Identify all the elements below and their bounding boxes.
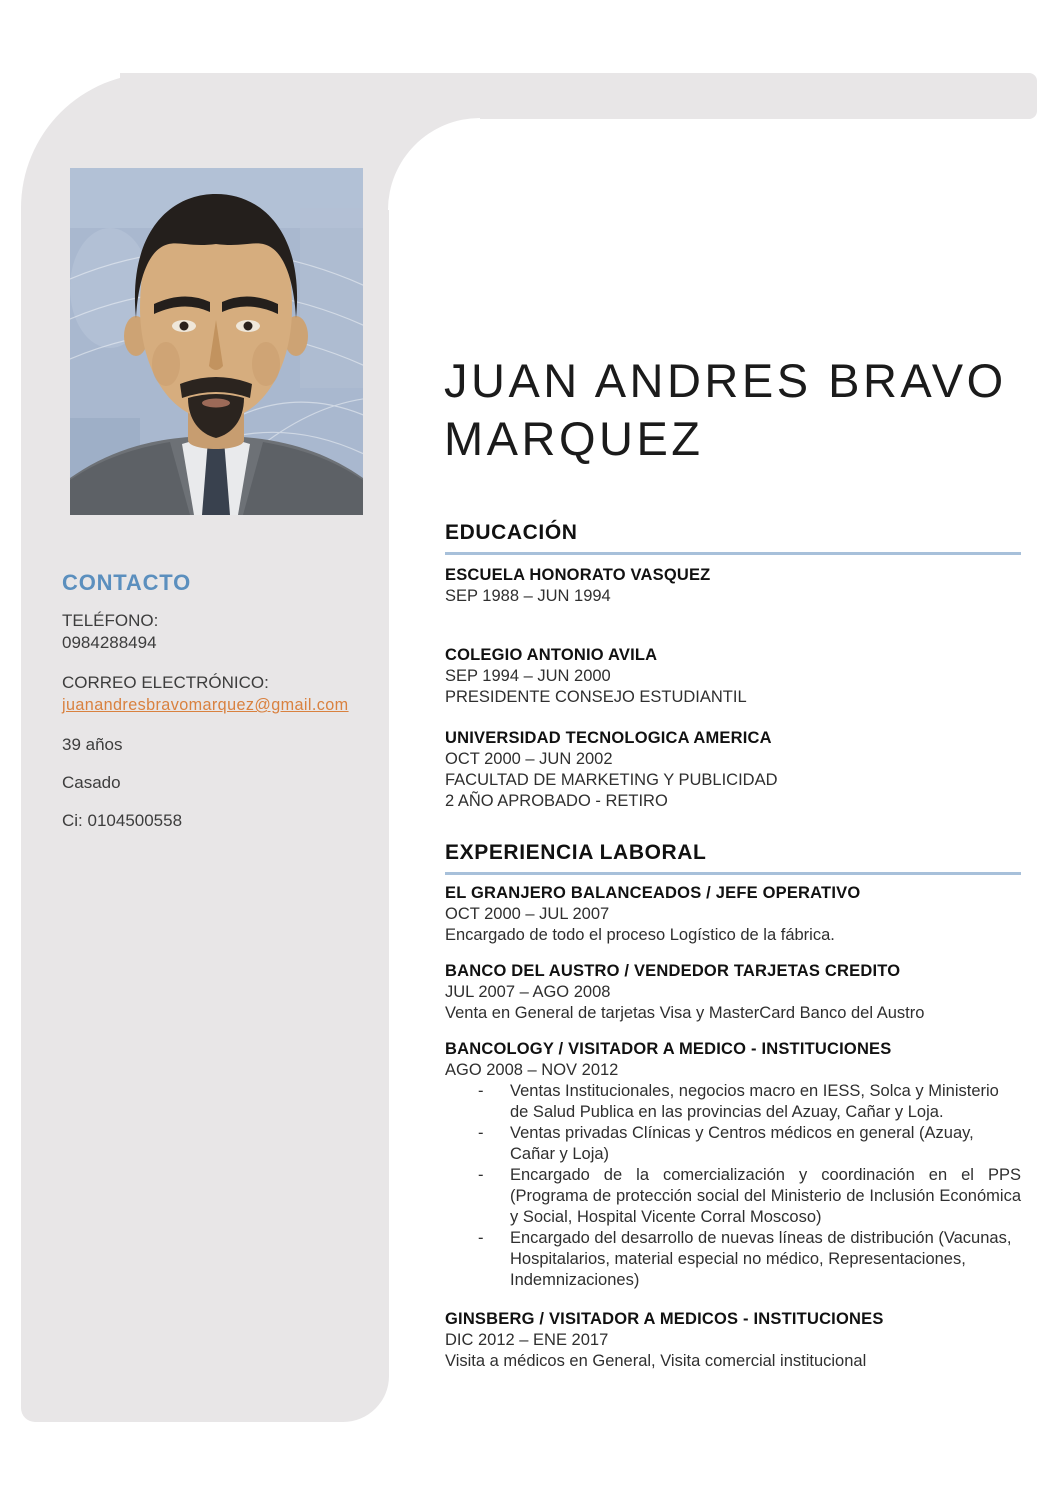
education-entry-0-title: ESCUELA HONORATO VASQUEZ <box>445 566 711 584</box>
bullet-dash-icon: - <box>478 1166 484 1184</box>
main-column <box>445 522 1021 1372</box>
bullet-dash-icon: - <box>478 1229 484 1247</box>
experience-job-1 <box>445 961 1021 1024</box>
education-entry-2-title: UNIVERSIDAD TECNOLOGICA AMERICA <box>445 729 772 747</box>
experience-entries <box>445 883 1021 1372</box>
experience-job-2-bullet-3: - Encargado del desarrollo de nuevas líneas de distribución (Vacunas, Hospitalarios, material especial no médico, Representaciones, Indemnizaciones) <box>478 1229 1012 1289</box>
phone-value: 0984288494 <box>62 633 157 652</box>
experience-job-2-title: BANCOLOGY / VISITADOR A MEDICO - INSTITUCIONES <box>445 1040 892 1058</box>
person-name <box>444 352 1044 468</box>
contact-heading: CONTACTO <box>62 570 192 595</box>
education-entry-2-detail-0: FACULTAD DE MARKETING Y PUBLICIDAD <box>445 771 778 789</box>
education-entry-2-period: OCT 2000 – JUN 2002 <box>445 750 613 768</box>
phone-label: TELÉFONO: <box>62 611 159 630</box>
education-entry-1-title: COLEGIO ANTONIO AVILA <box>445 646 658 664</box>
portrait-photo <box>70 168 363 515</box>
experience-job-2-bullet-0: - Ventas Institucionales, negocios macro en IESS, Solca y Ministerio de Salud Publica en las provincias del Azuay, Cañar y Loja. <box>478 1082 999 1121</box>
education-entries <box>445 565 1021 812</box>
experience-job-0-detail-0: Encargado de todo el proceso Logístico de la fábrica. <box>445 926 835 944</box>
experience-job-1-title: BANCO DEL AUSTRO / VENDEDOR TARJETAS CREDITO <box>445 962 901 980</box>
experience-job-2-period: AGO 2008 – NOV 2012 <box>445 1061 619 1079</box>
education-entry-1-detail-0: PRESIDENTE CONSEJO ESTUDIANTIL <box>445 688 747 706</box>
education-entry-2-detail-1: 2 AÑO APROBADO - RETIRO <box>445 792 668 810</box>
experience-job-1-period: JUL 2007 – AGO 2008 <box>445 983 611 1001</box>
education-entry-0-period: SEP 1988 – JUN 1994 <box>445 587 611 605</box>
experience-job-0-period: OCT 2000 – JUL 2007 <box>445 905 610 923</box>
experience-job-3-detail-0: Visita a médicos en General, Visita comercial institucional <box>445 1352 867 1370</box>
education-entry-1 <box>445 645 1021 708</box>
person-name-line1: JUAN ANDRES BRAVO <box>444 354 1007 407</box>
experience-job-3-period: DIC 2012 – ENE 2017 <box>445 1331 609 1349</box>
experience-job-0-title: EL GRANJERO BALANCEADOS / JEFE OPERATIVO <box>445 884 861 902</box>
bullet-dash-icon: - <box>478 1124 484 1142</box>
experience-job-2-bullet-1: - Ventas privadas Clínicas y Centros médicos en general (Azuay, Cañar y Loja) <box>478 1124 974 1163</box>
education-heading: EDUCACIÓN <box>445 522 1021 555</box>
experience-job-3 <box>445 1309 1021 1372</box>
contact-section <box>62 570 367 832</box>
experience-heading: EXPERIENCIA LABORAL <box>445 842 1021 875</box>
marital-status: Casado <box>62 773 121 792</box>
education-entry-0 <box>445 565 1021 607</box>
age-value: 39 años <box>62 735 123 754</box>
experience-job-0 <box>445 883 1021 946</box>
experience-job-2-bullet-2: - Encargado de la comercialización y coordinación en el PPS (Programa de protección social del Ministerio de Inclusión Económica y Social, Hospital Vicente Corral Moscoso) <box>478 1166 1021 1226</box>
email-label: CORREO ELECTRÓNICO: <box>62 673 269 692</box>
experience-job-3-title: GINSBERG / VISITADOR A MEDICOS - INSTITUCIONES <box>445 1310 884 1328</box>
id-number: Ci: 0104500558 <box>62 811 183 830</box>
person-name-line2: MARQUEZ <box>444 412 704 465</box>
education-entry-2 <box>445 728 1021 812</box>
bullet-dash-icon: - <box>478 1082 484 1100</box>
email-link[interactable]: juanandresbravomarquez@gmail.com <box>62 696 349 714</box>
experience-job-1-detail-0: Venta en General de tarjetas Visa y MasterCard Banco del Austro <box>445 1004 925 1022</box>
education-entry-1-period: SEP 1994 – JUN 2000 <box>445 667 611 685</box>
experience-job-2 <box>445 1039 1021 1291</box>
experience-job-2-bullets <box>445 1081 1021 1291</box>
